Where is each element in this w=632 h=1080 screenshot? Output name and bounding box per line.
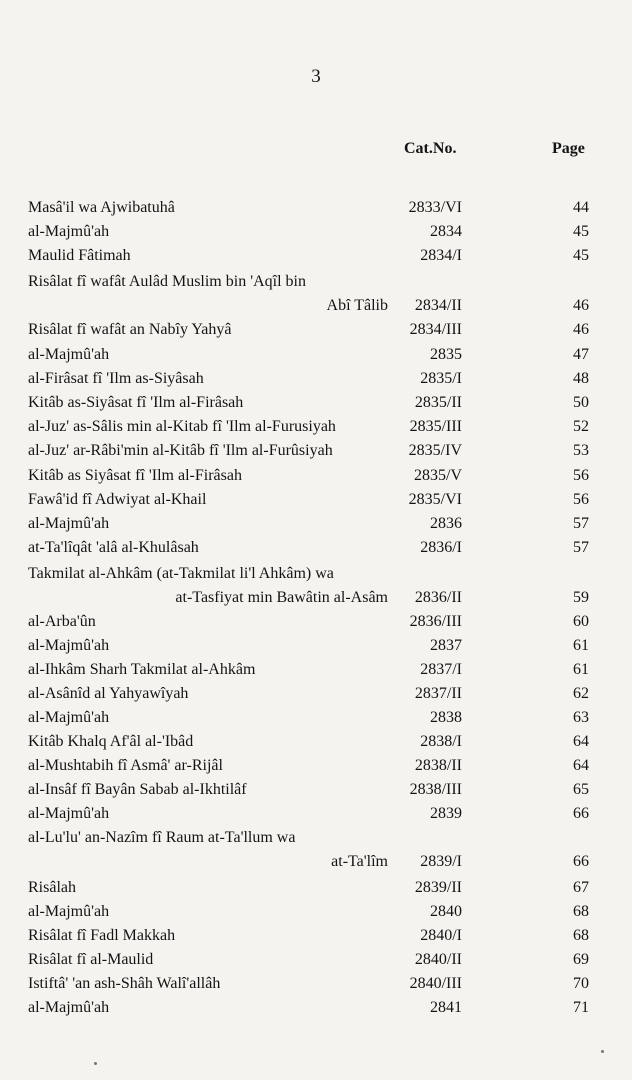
entry-title: al-Majmû'ah [28, 515, 110, 532]
entry-title: Risâlat fî wafât an Nabîy Yahyâ [28, 321, 232, 338]
entry-cat-no: 2840/I [420, 927, 462, 944]
entry-title: al-Ihkâm Sharh Takmilat al-Ahkâm [28, 661, 256, 678]
entry-page: 64 [573, 733, 589, 750]
catalogue-entry [0, 924, 632, 948]
entry-page: 66 [573, 805, 589, 822]
entry-title: Risâlat fî wafât Aulâd Muslim bin 'Aqîl bin [28, 273, 306, 290]
entry-cat-no: 2837/I [420, 661, 462, 678]
entry-title: al-Insâf fî Bayân Sabab al-Ikhtilâf [28, 781, 247, 798]
entry-cat-no: 2833/VI [408, 199, 462, 216]
entry-page: 53 [573, 442, 589, 459]
entry-page: 48 [573, 370, 589, 387]
catalogue-entry [0, 512, 632, 536]
entry-cat-no: 2841 [430, 999, 462, 1016]
catalogue-entry [0, 367, 632, 391]
catalogue-entry [0, 270, 632, 294]
catalogue-entry [0, 586, 632, 610]
catalogue-entry [0, 488, 632, 512]
entry-cat-no: 2836/III [409, 613, 462, 630]
entry-title: at-Ta'lîqât 'alâ al-Khulâsah [28, 539, 199, 556]
entry-title: al-Majmû'ah [28, 903, 110, 920]
entry-title: al-Majmû'ah [28, 999, 110, 1016]
entry-page: 56 [573, 491, 589, 508]
entry-page: 46 [573, 321, 589, 338]
entry-page: 69 [573, 951, 589, 968]
entry-title: al-Lu'lu' an-Nazîm fî Raum at-Ta'llum wa [28, 829, 296, 846]
catalogue-entry [0, 682, 632, 706]
entry-page: 57 [573, 515, 589, 532]
entry-cat-no: 2835/IV [408, 442, 462, 459]
catalogue-entry [0, 464, 632, 488]
entry-title: al-Juz' as-Sâlis min al-Kitab fî 'Ilm al-Furusiyah [28, 418, 336, 435]
entry-cat-no: 2839/II [414, 879, 462, 896]
entry-cat-no: 2840/III [409, 975, 462, 992]
entry-page: 50 [573, 394, 589, 411]
entry-title: Abî Tâlib [326, 297, 388, 314]
catalogue-entry [0, 850, 632, 874]
page-header: Page [552, 140, 585, 157]
entry-page: 52 [573, 418, 589, 435]
entry-cat-no: 2834/II [414, 297, 462, 314]
entry-page: 61 [573, 637, 589, 654]
entry-title: al-Mushtabih fî Asmâ' ar-Rijâl [28, 757, 223, 774]
entry-page: 70 [573, 975, 589, 992]
catalogue-entry [0, 610, 632, 634]
catalogue-entry [0, 220, 632, 244]
entry-page: 63 [573, 709, 589, 726]
entry-cat-no: 2839 [430, 805, 462, 822]
entry-page: 44 [573, 199, 589, 216]
catalogue-entry [0, 391, 632, 415]
catalogue-entry [0, 634, 632, 658]
entry-cat-no: 2837/II [414, 685, 462, 702]
catalogue-entry [0, 244, 632, 268]
catalogue-entry [0, 754, 632, 778]
entry-title: at-Tasfiyat min Bawâtin al-Asâm [175, 589, 388, 606]
entry-cat-no: 2835/II [414, 394, 462, 411]
entry-title: Takmilat al-Ahkâm (at-Takmilat li'l Ahkâm) wa [28, 565, 334, 582]
catalogue-entry [0, 826, 632, 850]
entry-title: al-Majmû'ah [28, 346, 110, 363]
catalogue-entry [0, 996, 632, 1020]
entry-title: Kitâb Khalq Af'âl al-'Ibâd [28, 733, 194, 750]
entry-title: al-Arba'ûn [28, 613, 96, 630]
entry-title: Maulid Fâtimah [28, 247, 131, 264]
entry-page: 47 [573, 346, 589, 363]
entry-title: al-Majmû'ah [28, 709, 110, 726]
entry-cat-no: 2835/V [414, 467, 462, 484]
entry-page: 62 [573, 685, 589, 702]
catalogue-entry [0, 730, 632, 754]
catalogue-entry [0, 536, 632, 560]
entry-title: Risâlat fî Fadl Makkah [28, 927, 176, 944]
entry-page: 59 [573, 589, 589, 606]
entry-title: Risâlah [28, 879, 76, 896]
entry-title: al-Firâsat fî 'Ilm as-Siyâsah [28, 370, 204, 387]
entry-title: Risâlat fî al-Maulid [28, 951, 154, 968]
page-number: 3 [311, 66, 321, 87]
entry-cat-no: 2834/I [420, 247, 462, 264]
catalogue-entry [0, 900, 632, 924]
entry-title: Fawâ'id fî Adwiyat al-Khail [28, 491, 207, 508]
entry-title: al-Asânîd al Yahyawîyah [28, 685, 189, 702]
entry-page: 61 [573, 661, 589, 678]
entry-cat-no: 2839/I [420, 853, 462, 870]
catalogue-entry [0, 318, 632, 342]
entry-title: at-Ta'lîm [331, 853, 388, 870]
entry-title: al-Majmû'ah [28, 805, 110, 822]
entry-title: al-Majmû'ah [28, 637, 110, 654]
entry-page: 45 [573, 247, 589, 264]
entry-title: Kitâb as-Siyâsat fî 'Ilm al-Firâsah [28, 394, 244, 411]
entry-cat-no: 2835/VI [408, 491, 462, 508]
entry-page: 71 [573, 999, 589, 1016]
entry-cat-no: 2834 [430, 223, 462, 240]
entry-cat-no: 2836/I [420, 539, 462, 556]
entry-cat-no: 2838/III [409, 781, 462, 798]
entry-title: Kitâb as Siyâsat fî 'Ilm al-Firâsah [28, 467, 242, 484]
entry-title: al-Majmû'ah [28, 223, 110, 240]
entry-cat-no: 2840 [430, 903, 462, 920]
catalogue-entry [0, 343, 632, 367]
catalogue-entry [0, 948, 632, 972]
entry-cat-no: 2840/II [414, 951, 462, 968]
entry-page: 65 [573, 781, 589, 798]
catalogue-entry [0, 706, 632, 730]
entry-page: 45 [573, 223, 589, 240]
catalogue-entry [0, 294, 632, 318]
entry-title: Istiftâ' 'an ash-Shâh Walî'allâh [28, 975, 221, 992]
catalogue-entry [0, 972, 632, 996]
catalogue-entry [0, 562, 632, 586]
cat-no-header: Cat.No. [404, 140, 457, 157]
entry-cat-no: 2835 [430, 346, 462, 363]
catalogue-entry [0, 415, 632, 439]
entry-page: 60 [573, 613, 589, 630]
entry-page: 56 [573, 467, 589, 484]
entry-page: 57 [573, 539, 589, 556]
scan-speck [601, 1050, 604, 1053]
entry-cat-no: 2838/II [414, 757, 462, 774]
entry-page: 68 [573, 927, 589, 944]
catalogue-entry [0, 439, 632, 463]
entry-cat-no: 2836/II [414, 589, 462, 606]
entry-page: 67 [573, 879, 589, 896]
catalogue-entry [0, 778, 632, 802]
entry-page: 64 [573, 757, 589, 774]
entry-cat-no: 2836 [430, 515, 462, 532]
entry-cat-no: 2835/I [420, 370, 462, 387]
entry-cat-no: 2837 [430, 637, 462, 654]
entry-page: 66 [573, 853, 589, 870]
entry-cat-no: 2835/III [409, 418, 462, 435]
entry-title: Masâ'il wa Ajwibatuhâ [28, 199, 175, 216]
catalogue-entry [0, 196, 632, 220]
entry-cat-no: 2838 [430, 709, 462, 726]
catalogue-entry [0, 876, 632, 900]
scan-speck [94, 1062, 97, 1065]
entry-cat-no: 2834/III [409, 321, 462, 338]
entry-cat-no: 2838/I [420, 733, 462, 750]
entry-page: 46 [573, 297, 589, 314]
catalogue-entry [0, 658, 632, 682]
entry-title: al-Juz' ar-Râbi'min al-Kitâb fî 'Ilm al-Furûsiyah [28, 442, 333, 459]
entry-page: 68 [573, 903, 589, 920]
catalogue-entry [0, 802, 632, 826]
